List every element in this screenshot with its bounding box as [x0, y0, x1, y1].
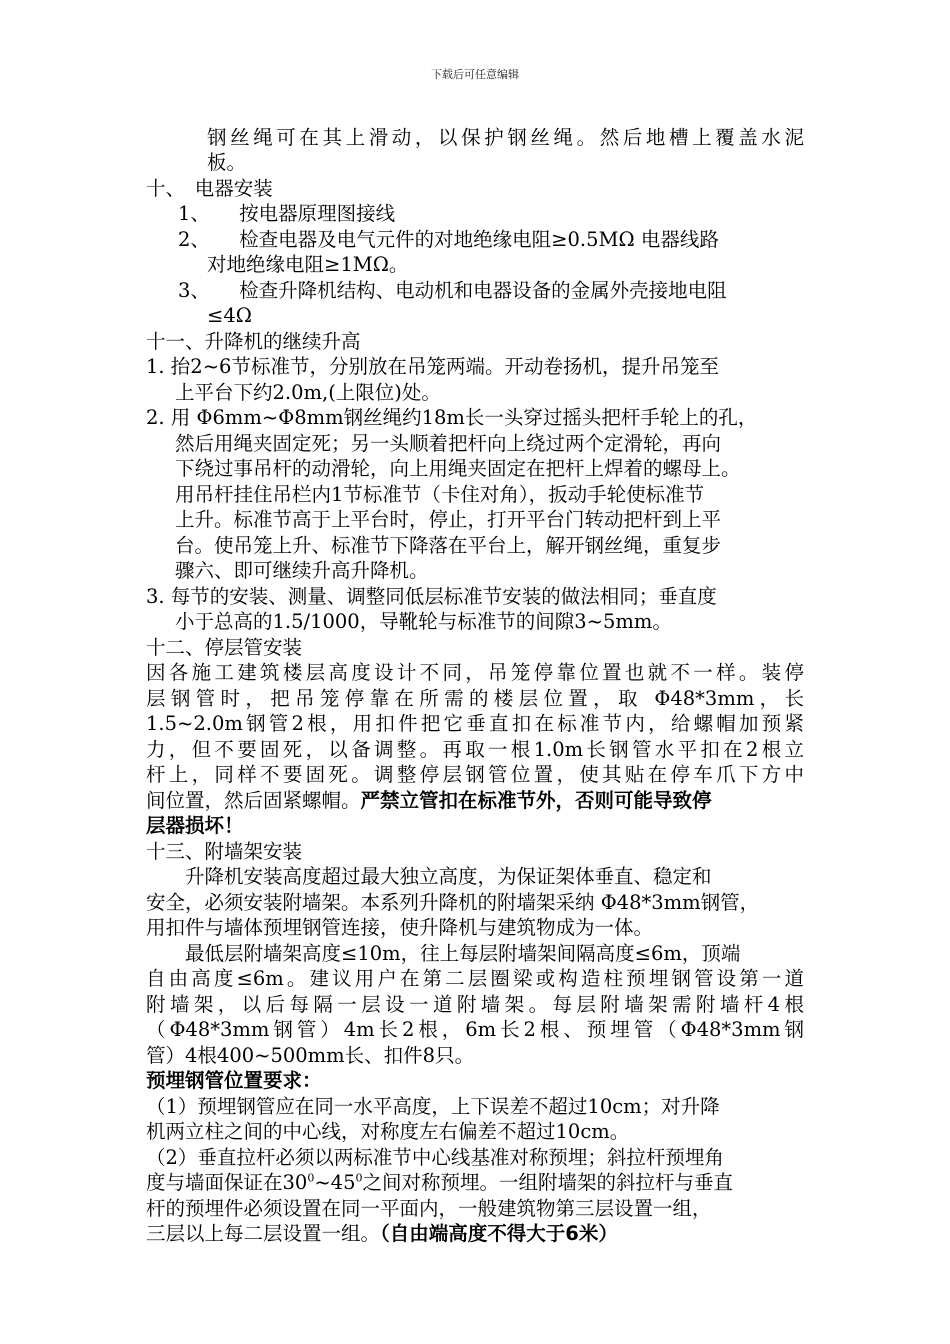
page-header: 下载后可任意编辑: [431, 68, 519, 81]
text-line: （2）垂直拉杆必须以两标准节中心线基准对称预埋；斜拉杆预埋角: [146, 1146, 724, 1169]
text-line: 管）4根400~500mm长、扣件8只。: [146, 1044, 475, 1067]
list-item: 2、 检查电器及电气元件的对地绝缘电阻≥0.5MΩ 电器线路: [178, 228, 719, 251]
text-line: 最低层附墙架高度≤10m，往上每层附墙架间隔高度≤6m，顶端: [146, 942, 741, 965]
section-heading: 十三、附墙架安装: [146, 840, 303, 863]
text-segment: ~45: [314, 1171, 356, 1194]
text-segment: 三层以上每二层设置一组。: [146, 1222, 381, 1245]
text-line: 杆的预埋件必须设置在同一平面内，一般建筑物第三层设置一组，: [146, 1197, 712, 1220]
subheading: 预埋钢管位置要求：: [146, 1069, 322, 1092]
text-line: 小于总高的1.5/1000，导靴轮与标准节的间隙3~5mm。: [175, 610, 672, 633]
text-line: 台。使吊笼上升、标准节下降落在平台上，解开钢丝绳，重复步: [175, 534, 722, 557]
text-line: 下绕过事吊杆的动滑轮，向上用绳夹固定在把杆上焊着的螺母上。: [175, 457, 741, 480]
text-line: 安全，必须安装附墙架。本系列升降机的附墙架采纳 Φ48*3mm钢管，: [146, 891, 760, 914]
text-line: （1）预埋钢管应在同一水平高度，上下误差不超过10cm；对升降: [146, 1095, 720, 1118]
text-line: 上平台下约2.0m,(上限位)处。: [175, 381, 441, 404]
warning-text: 严禁立管扣在标准节外，否则可能导致停: [360, 789, 712, 812]
list-item: 3、 检查升降机结构、电动机和电器设备的金属外壳接地电阻: [178, 279, 727, 302]
section-heading: 十、 电器安装: [146, 177, 273, 200]
list-item: 1. 抬2~6节标准节，分别放在吊笼两端。开动卷扬机，提升吊笼至: [146, 355, 719, 378]
text-line: 机两立柱之间的中心线，对称度左右偏差不超过10cm。: [146, 1120, 630, 1143]
text-line: 钢丝绳可在其上滑动，以保护钢丝绳。然后地槽上覆盖水泥: [207, 126, 804, 149]
section-heading: 十一、升降机的继续升高: [146, 330, 361, 353]
text-segment: 之间对称预埋。一组附墙架的斜拉杆与垂直: [362, 1171, 733, 1194]
text-line: （Φ48*3mm钢管）4m长2根，6m长2根、预埋管（Φ48*3mm钢: [146, 1018, 804, 1041]
text-line: [146, 788, 712, 814]
text-line: ≤4Ω: [207, 304, 252, 327]
text-segment: 度与墙面保证在30: [146, 1171, 308, 1194]
text-segment: 间位置，然后固紧螺帽。: [146, 789, 361, 812]
warning-text: 层器损坏！: [146, 814, 244, 837]
text-line: 对地绝缘电阻≥1MΩ。: [207, 253, 409, 276]
text-line: 用吊杆挂住吊栏内1节标准节（卡住对角），扳动手轮使标准节: [175, 483, 705, 506]
text-line: 上升。标准节高于上平台时，停止，打开平台门转动把杆到上平: [175, 508, 722, 531]
text-line: 层钢管时，把吊笼停靠在所需的楼层位置，取 Φ48*3mm，长: [146, 687, 804, 710]
text-line: 骤六、即可继续升高升降机。: [175, 559, 429, 582]
text-line: 附墙架，以后每隔一层设一道附墙架。每层附墙架需附墙杆4根: [146, 993, 804, 1016]
text-line: [146, 1170, 733, 1196]
text-line: 力，但不要固死，以备调整。再取一根1.0m长钢管水平扣在2根立: [146, 738, 804, 761]
text-line: 升降机安装高度超过最大独立高度，为保证架体垂直、稳定和: [146, 865, 712, 888]
text-line: 杆上，同样不要固死。调整停层钢管位置，使其贴在停车爪下方中: [146, 763, 804, 786]
list-item: 1、 按电器原理图接线: [178, 202, 396, 225]
text-line: 1.5~2.0m钢管2根，用扣件把它垂直扣在标准节内，给螺帽加预紧: [146, 712, 804, 735]
superscript: 0: [355, 1171, 363, 1185]
list-item: 3. 每节的安装、测量、调整同低层标准节安装的做法相同；垂直度: [146, 585, 717, 608]
warning-text: （自由端高度不得大于6米）: [380, 1222, 618, 1245]
list-item: 2. 用 Φ6mm~Φ8mm钢丝绳约18m长一头穿过摇头把杆手轮上的孔，: [146, 406, 758, 429]
text-line: 然后用绳夹固定死；另一头顺着把杆向上绕过两个定滑轮，再向: [175, 432, 722, 455]
text-line: 自由高度≤6m。建议用户在第二层圈梁或构造柱预埋钢管设第一道: [146, 967, 804, 990]
section-heading: 十二、停层管安装: [146, 636, 303, 659]
text-line: 因各施工建筑楼层高度设计不同，吊笼停靠位置也就不一样。装停: [146, 661, 804, 684]
text-line: [146, 1221, 618, 1247]
text-line: 板。: [207, 151, 247, 174]
superscript: 0: [307, 1171, 315, 1185]
text-line: 用扣件与墙体预埋钢管连接，使升降机与建筑物成为一体。: [146, 916, 654, 939]
